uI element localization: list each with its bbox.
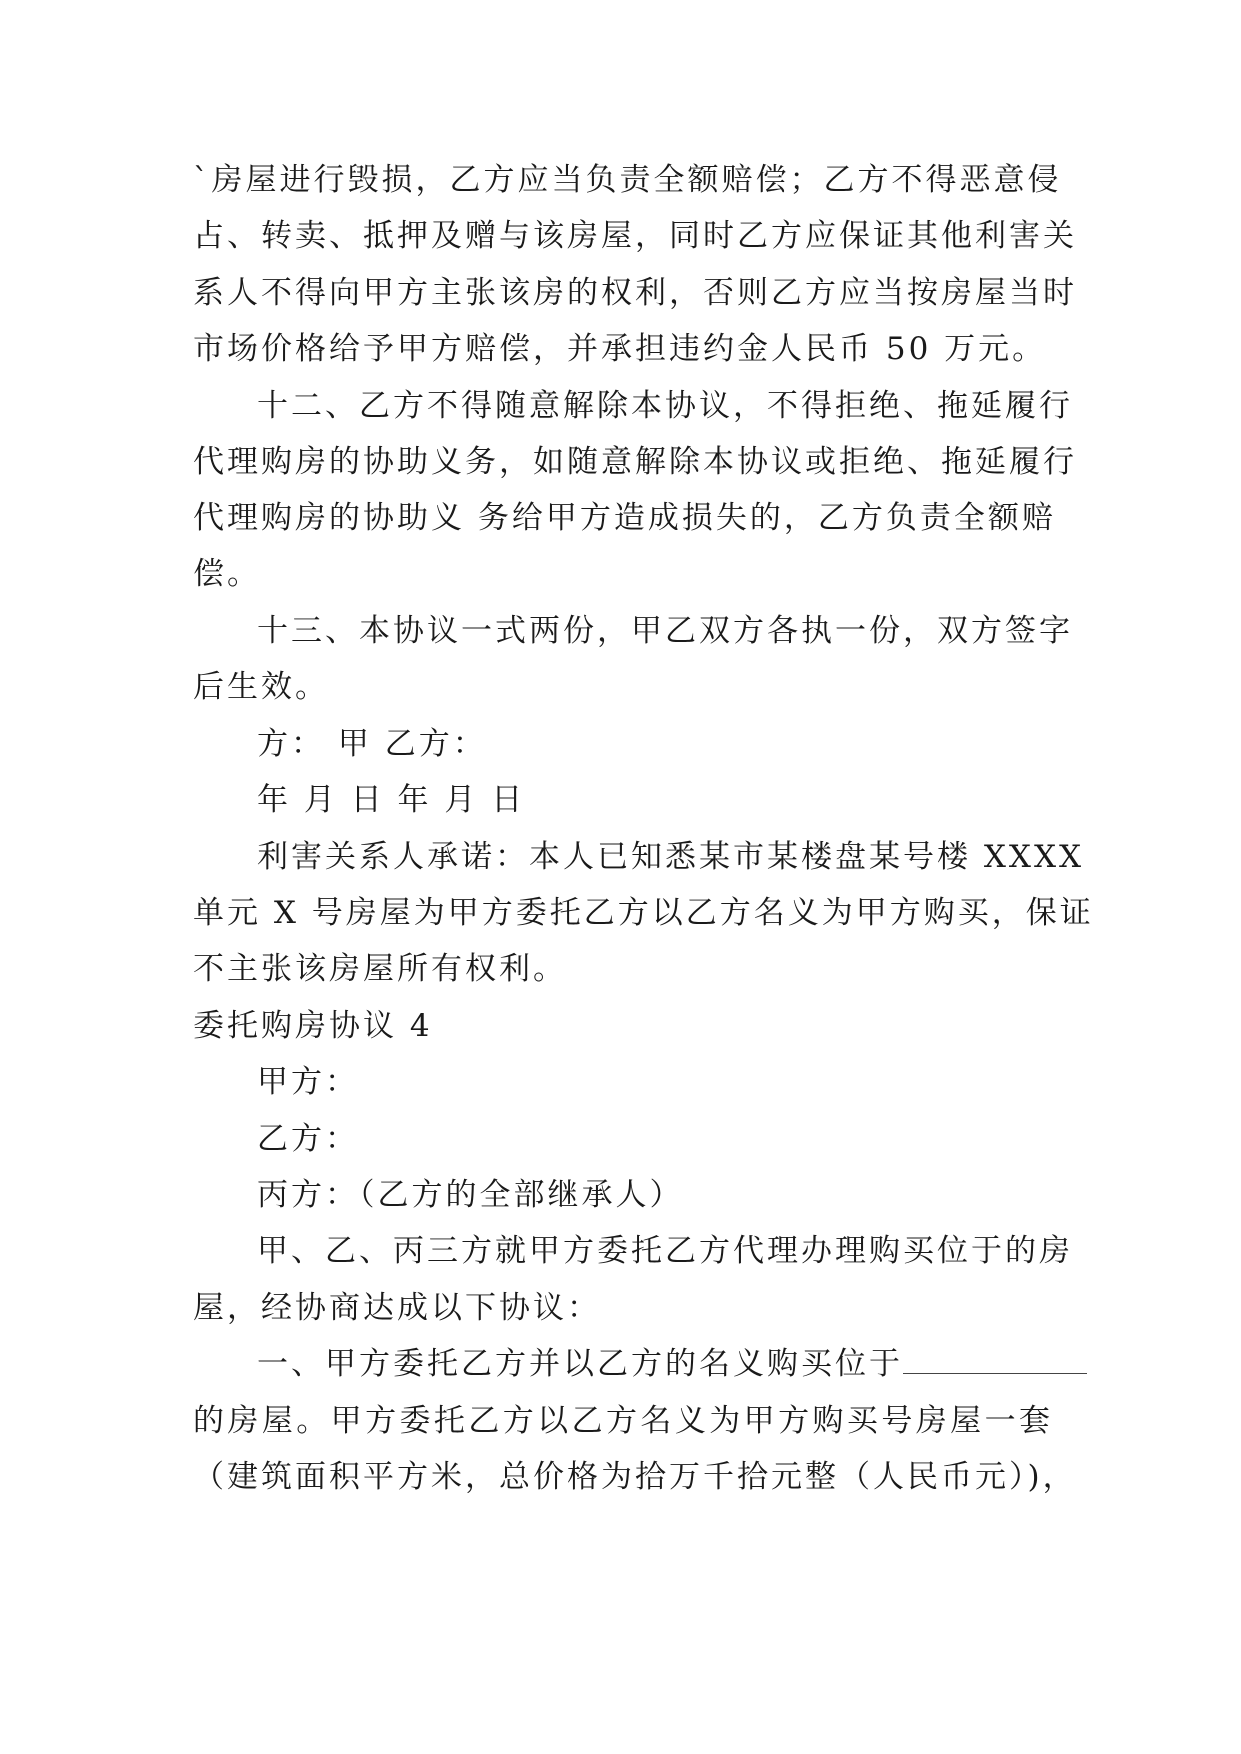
text-line: 不主张该房屋所有权利。: [193, 951, 567, 987]
signature-parties-line: 方： 甲 乙方：: [257, 726, 487, 762]
text-line: 占、转卖、抵押及赠与该房屋，同时乙方应保证其他利害关: [193, 218, 1077, 254]
text-line: （建筑面积平方米，总价格为拾万千拾元整（人民币元）)，: [193, 1459, 1077, 1495]
clause-1-text: 一、甲方委托乙方并以乙方的名义购买位于: [257, 1346, 903, 1382]
text-line: 单元 X 号房屋为甲方委托乙方以乙方名义为甲方购买，保证: [193, 895, 1094, 931]
text-line: 屋，经协商达成以下协议：: [193, 1290, 601, 1326]
text-line: 偿。: [193, 556, 261, 592]
signature-date-line: 年 月 日 年 月 日: [257, 782, 526, 818]
section-heading: 委托购房协议 4: [193, 1008, 433, 1044]
party-c-label: 丙方：（乙方的全部继承人）: [257, 1177, 684, 1213]
fill-in-blank: [903, 1345, 1087, 1374]
text-line: 市场价格给予甲方赔偿，并承担违约金人民币 50 万元。: [193, 331, 1047, 367]
interested-party-pledge: 利害关系人承诺：本人已知悉某市某楼盘某号楼 XXXX: [257, 839, 1085, 875]
text-line: 的房屋。甲方委托乙方以乙方名义为甲方购买号房屋一套: [193, 1403, 1053, 1439]
party-b-label: 乙方：: [257, 1121, 359, 1157]
party-a-label: 甲方：: [257, 1064, 359, 1100]
clause-12-start: 十二、乙方不得随意解除本协议，不得拒绝、拖延履行: [257, 388, 1073, 424]
text-line: 后生效。: [193, 669, 329, 705]
agreement-intro: 甲、乙、丙三方就甲方委托乙方代理办理购买位于的房: [257, 1233, 1073, 1269]
text-line: 系人不得向甲方主张该房的权利，否则乙方应当按房屋当时: [193, 275, 1077, 311]
text-line: `房屋进行毁损，乙方应当负责全额赔偿；乙方不得恶意侵: [193, 162, 1062, 198]
clause-13-start: 十三、本协议一式两份，甲乙双方各执一份，双方签字: [257, 613, 1073, 649]
text-line: 代理购房的协助义务，如随意解除本协议或拒绝、拖延履行: [193, 444, 1077, 480]
text-line: 代理购房的协助义 务给甲方造成损失的，乙方负责全额赔: [193, 500, 1056, 536]
clause-1-start: [257, 1344, 1087, 1384]
